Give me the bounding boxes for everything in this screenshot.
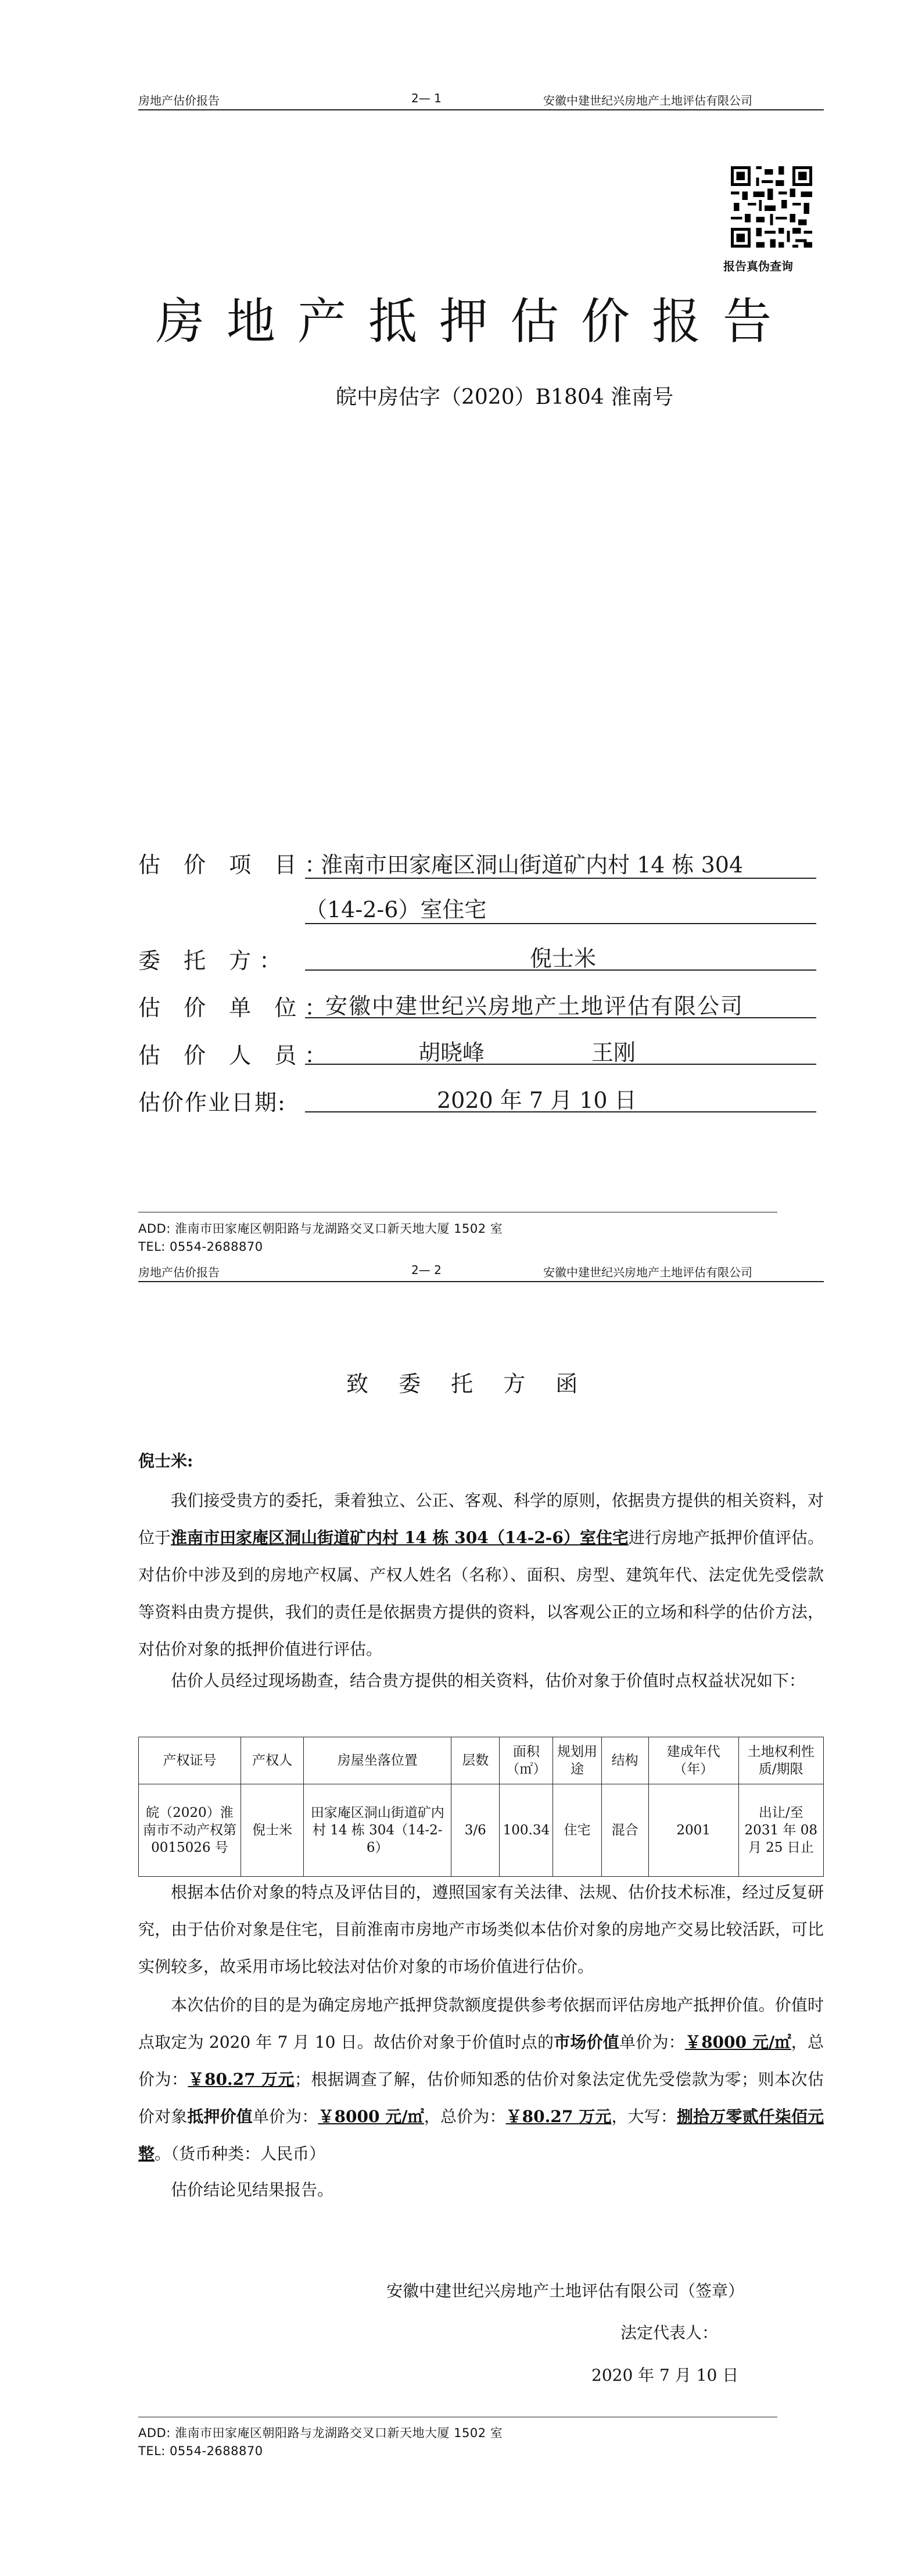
th-year: 建成年代（年） bbox=[648, 1737, 738, 1784]
amount-in-words: 捌拾万零贰仟柒佰元整 bbox=[138, 2107, 824, 2163]
paragraph-2: 估价人员经过现场勘查，结合贵方提供的相关资料，估价对象于价值时点权益状况如下： bbox=[171, 1671, 806, 1690]
th-land: 土地权利性质/期限 bbox=[738, 1737, 823, 1784]
header-rule bbox=[138, 109, 824, 110]
header-page-number: 2— 1 bbox=[411, 91, 442, 105]
market-total-price: ￥80.27 万元 bbox=[188, 2070, 295, 2089]
client-value: 倪士米 bbox=[530, 946, 597, 971]
td-floors: 3/6 bbox=[451, 1784, 500, 1877]
th-floors: 层数 bbox=[451, 1737, 500, 1784]
org-value: 安徽中建世纪兴房地产土地评估有限公司 bbox=[325, 993, 744, 1019]
org-underline bbox=[305, 1017, 816, 1018]
qr-code-icon[interactable] bbox=[731, 166, 812, 248]
client-label: 委 托 方： bbox=[138, 948, 290, 974]
staff-underline bbox=[305, 1064, 816, 1065]
qr-caption: 报告真伪查询 bbox=[723, 259, 793, 273]
staff-label: 估 价 人 员： bbox=[138, 1043, 335, 1068]
th-owner: 产权人 bbox=[241, 1737, 303, 1784]
header-rule bbox=[138, 1281, 824, 1282]
mortgage-unit-price: ￥8000 元/㎡ bbox=[318, 2107, 424, 2126]
staff-name-2: 王刚 bbox=[591, 1040, 636, 1065]
date-label: 估价作业日期: bbox=[138, 1090, 286, 1115]
td-area: 100.34 bbox=[500, 1784, 553, 1877]
header-page-number: 2— 2 bbox=[411, 1263, 442, 1277]
header-right: 安徽中建世纪兴房地产土地评估有限公司 bbox=[543, 1265, 752, 1279]
client-underline bbox=[305, 969, 816, 971]
date-value: 2020 年 7 月 10 日 bbox=[437, 1087, 637, 1113]
paragraph-1: 我们接受贵方的委托，秉着独立、公正、客观、科学的原则，依据贵方提供的相关资料，对位于淮南市田家庵区洞山街道矿内村 14 栋 304（14-2-6）室住宅进行房地产抵押价值评估。对估价中涉及到的房地产权属、产权人姓名（名称）、面积、房型、建筑年代、法定优先受偿款等资料由贵方提供，我们的责任是依据贵方提供的资料，以客观公正的立场和科学的估价方法，对估价对象的抵押价值进行评估。 bbox=[138, 1491, 824, 1659]
project-underline-1 bbox=[305, 878, 816, 879]
td-use: 住宅 bbox=[553, 1784, 601, 1877]
th-area: 面积（㎡） bbox=[500, 1737, 553, 1784]
signature-org: 安徽中建世纪兴房地产土地评估有限公司（签章） bbox=[386, 2281, 745, 2300]
footer-address: ADD: 淮南市田家庵区朝阳路与龙湖路交叉口新天地大厦 1502 室 bbox=[138, 2426, 503, 2440]
staff-name-1: 胡晓峰 bbox=[418, 1040, 485, 1065]
market-value-label: 市场价值 bbox=[554, 2033, 620, 2052]
salutation: 倪士米: bbox=[138, 1451, 193, 1471]
th-location: 房屋坐落位置 bbox=[304, 1737, 451, 1784]
footer-tel: TEL: 0554-2688870 bbox=[138, 2444, 263, 2458]
td-location: 田家庵区洞山街道矿内村 14 栋 304（14-2-6） bbox=[304, 1784, 451, 1877]
property-table bbox=[138, 1737, 824, 1877]
header-right: 安徽中建世纪兴房地产土地评估有限公司 bbox=[543, 94, 752, 108]
mortgage-value-label: 抵押价值 bbox=[187, 2107, 253, 2126]
property-address: 淮南市田家庵区洞山街道矿内村 14 栋 304（14-2-6）室住宅 bbox=[171, 1528, 629, 1547]
date-underline bbox=[305, 1111, 816, 1112]
mortgage-total-price: ￥80.27 万元 bbox=[505, 2107, 612, 2126]
table-row bbox=[139, 1784, 824, 1877]
footer-address: ADD: 淮南市田家庵区朝阳路与龙湖路交叉口新天地大厦 1502 室 bbox=[138, 1222, 503, 1236]
paragraph-4: 本次估价的目的是为确定房地产抵押贷款额度提供参考依据而评估房地产抵押价值。价值时点取定为 2020 年 7 月 10 日。故估价对象于价值时点的市场价值单价为：￥8000 元/㎡，总价为：￥80.27 万元；根据调查了解，估价师知悉的估价对象法定优先受偿款为零；则本次估价对象抵押价值单价为：￥8000 元/㎡，总价为：￥80.27 万元，大写：捌拾万零贰仟柒佰元整。（货币种类：人民币） bbox=[138, 1995, 824, 2163]
th-use: 规划用途 bbox=[553, 1737, 601, 1784]
td-structure: 混合 bbox=[601, 1784, 648, 1877]
td-owner: 倪士米 bbox=[241, 1784, 303, 1877]
paragraph-5: 估价结论见结果报告。 bbox=[171, 2180, 334, 2199]
header-left: 房地产估价报告 bbox=[138, 94, 220, 108]
project-value-line2: （14-2-6）室住宅 bbox=[305, 897, 487, 922]
project-underline-2 bbox=[305, 923, 816, 924]
footer-tel: TEL: 0554-2688870 bbox=[138, 1240, 263, 1254]
project-label: 估 价 项 目： bbox=[138, 852, 335, 878]
report-number: 皖中房估字（2020）B1804 淮南号 bbox=[336, 385, 674, 409]
paragraph-3: 根据本估价对象的特点及评估目的，遵照国家有关法律、法规、估价技术标准，经过反复研究，由于估价对象是住宅，目前淮南市房地产市场类似本估价对象的房地产交易比较活跃，可比实例较多，故采用市场比较法对估价对象的市场价值进行估价。 bbox=[138, 1883, 824, 1976]
header-left: 房地产估价报告 bbox=[138, 1265, 220, 1279]
signature-date: 2020 年 7 月 10 日 bbox=[591, 2366, 739, 2385]
th-structure: 结构 bbox=[601, 1737, 648, 1784]
org-label: 估 价 单 位： bbox=[138, 995, 335, 1021]
td-land: 出让/至 2031 年 08 月 25 日止 bbox=[738, 1784, 823, 1877]
project-value-line1: 淮南市田家庵区洞山街道矿内村 14 栋 304 bbox=[321, 852, 744, 878]
market-unit-price: ￥8000 元/㎡ bbox=[684, 2033, 791, 2052]
report-title: 房地产抵押估价报告 bbox=[156, 293, 794, 350]
signature-representative: 法定代表人： bbox=[620, 2323, 719, 2342]
td-year: 2001 bbox=[648, 1784, 738, 1877]
table-header-row bbox=[139, 1737, 824, 1784]
td-cert: 皖（2020）淮南市不动产权第0015026 号 bbox=[139, 1784, 241, 1877]
th-cert: 产权证号 bbox=[139, 1737, 241, 1784]
letter-title: 致 委 托 方 函 bbox=[346, 1371, 590, 1397]
